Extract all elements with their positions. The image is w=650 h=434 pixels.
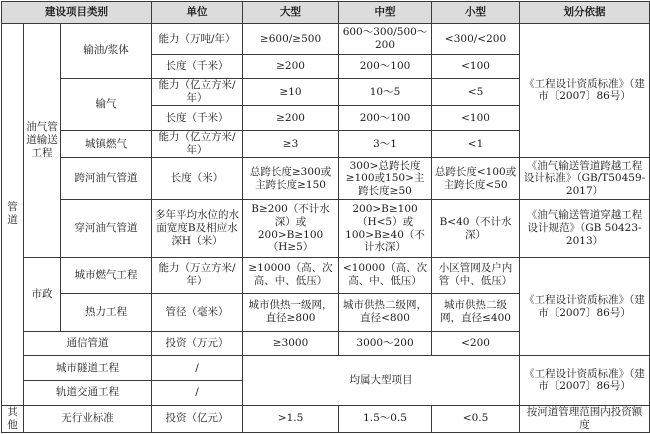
table-row <box>2 200 650 257</box>
basis-design-qualification: 《工程设计资质标准》（建市〔2007〕86号） <box>520 257 650 356</box>
basis-design-qualification: 《工程设计资质标准》（建市〔2007〕86号） <box>520 356 650 405</box>
unit-cell: 能力（万立方米/年） <box>152 257 243 293</box>
item-city-gas: 城镇燃气 <box>61 130 152 157</box>
table-row <box>2 356 650 381</box>
header-category: 建设项目类别 <box>2 2 152 24</box>
large-cell: ≥600/≥500 <box>243 23 339 55</box>
medium-cell: 200>B≥100（H<5）或100>B≥40（不计水深） <box>339 200 432 257</box>
large-cell: ≥200 <box>243 55 339 79</box>
item-telecom: 通信管道 <box>24 331 152 356</box>
item-river-through: 穿河油气管道 <box>61 200 152 257</box>
medium-cell: <10000（高、次高、中、低压） <box>339 257 432 293</box>
unit-cell: 长度（千米） <box>152 55 243 79</box>
large-cell: 总跨长度≥300或主跨长度≥150 <box>243 158 339 200</box>
unit-cell: 能力（万吨/年） <box>152 23 243 55</box>
large-cell: ≥200 <box>243 106 339 131</box>
header-small: 小型 <box>432 2 520 24</box>
merged-large-project: 均属大型项目 <box>243 356 520 405</box>
unit-cell: 长度（米） <box>152 158 243 200</box>
unit-cell: / <box>152 380 243 405</box>
header-medium: 中型 <box>339 2 432 24</box>
medium-cell: 200～100 <box>339 55 432 79</box>
medium-cell: 城市供热二级网，直径<800 <box>339 293 432 331</box>
small-cell: 城市供热二级网，直径≤400 <box>432 293 520 331</box>
small-cell: <5 <box>432 78 520 105</box>
item-oil: 输油/浆体 <box>61 23 152 78</box>
unit-cell: 多年平均水位的水面宽度B及相应水深H（米） <box>152 200 243 257</box>
item-city-gas-eng: 城市燃气工程 <box>61 257 152 293</box>
group-municipal: 市政 <box>24 257 61 331</box>
small-cell: <100 <box>432 106 520 131</box>
small-cell: 小区管网及户内管（中、低压） <box>432 257 520 293</box>
medium-cell: 1.5～0.5 <box>339 405 432 432</box>
item-gas: 输气 <box>61 78 152 130</box>
table-row <box>2 257 650 293</box>
item-tunnel: 城市隧道工程 <box>24 356 152 381</box>
medium-cell: 3000～200 <box>339 331 432 356</box>
item-river-cross: 跨河油气管道 <box>61 158 152 200</box>
basis-design-qualification: 《工程设计资质标准》（建市〔2007〕86号） <box>520 23 650 158</box>
group-other: 其他 <box>2 405 24 432</box>
table-row <box>2 158 650 200</box>
large-cell: ≥10 <box>243 78 339 105</box>
large-cell: ≥10000（高、次高、中、低压） <box>243 257 339 293</box>
basis-river-cross: 《油气输送管道跨越工程设计标准》（GB/T50459-2017） <box>520 158 650 200</box>
small-cell: 总跨长度<100或主跨长度<50 <box>432 158 520 200</box>
medium-cell: 600～300/500～200 <box>339 23 432 55</box>
large-cell: ≥3 <box>243 130 339 157</box>
medium-cell: 10～5 <box>339 78 432 105</box>
unit-cell: 投资（亿元） <box>152 405 243 432</box>
unit-cell: 长度（千米） <box>152 106 243 131</box>
project-size-classification-table <box>1 1 650 433</box>
basis-investment: 按河道管理范围内投资额度 <box>520 405 650 432</box>
group-pipeline: 管道 <box>2 23 24 405</box>
large-cell: ≥3000 <box>243 331 339 356</box>
item-no-industry: 无行业标准 <box>24 405 152 432</box>
header-large: 大型 <box>243 2 339 24</box>
small-cell: <200 <box>432 331 520 356</box>
unit-cell: 能力（亿立方米/年） <box>152 130 243 157</box>
item-rail: 轨道交通工程 <box>24 380 152 405</box>
table-row <box>2 405 650 432</box>
unit-cell: 投资（万元） <box>152 331 243 356</box>
large-cell: 城市供热一级网，直径≥800 <box>243 293 339 331</box>
medium-cell: 200～100 <box>339 106 432 131</box>
small-cell: <0.5 <box>432 405 520 432</box>
header-basis: 划分依据 <box>520 2 650 24</box>
large-cell: B≥200（不计水深）或200>B≥100（H≥5） <box>243 200 339 257</box>
small-cell: B<40（不计水深） <box>432 200 520 257</box>
unit-cell: / <box>152 356 243 381</box>
large-cell: >1.5 <box>243 405 339 432</box>
unit-cell: 管径（毫米） <box>152 293 243 331</box>
item-heat: 热力工程 <box>61 293 152 331</box>
medium-cell: 300>总跨长度≥100或150>主跨长度≥50 <box>339 158 432 200</box>
medium-cell: 3～1 <box>339 130 432 157</box>
header-unit: 单位 <box>152 2 243 24</box>
small-cell: <1 <box>432 130 520 157</box>
table-row <box>2 23 650 55</box>
unit-cell: 能力（亿立方米/年） <box>152 78 243 105</box>
basis-river-through: 《油气输送管道穿越工程设计规范》（GB 50423-2013） <box>520 200 650 257</box>
header-row <box>2 2 650 24</box>
small-cell: <300/<200 <box>432 23 520 55</box>
group-oilgas: 油气管道输送工程 <box>24 23 61 257</box>
small-cell: <100 <box>432 55 520 79</box>
